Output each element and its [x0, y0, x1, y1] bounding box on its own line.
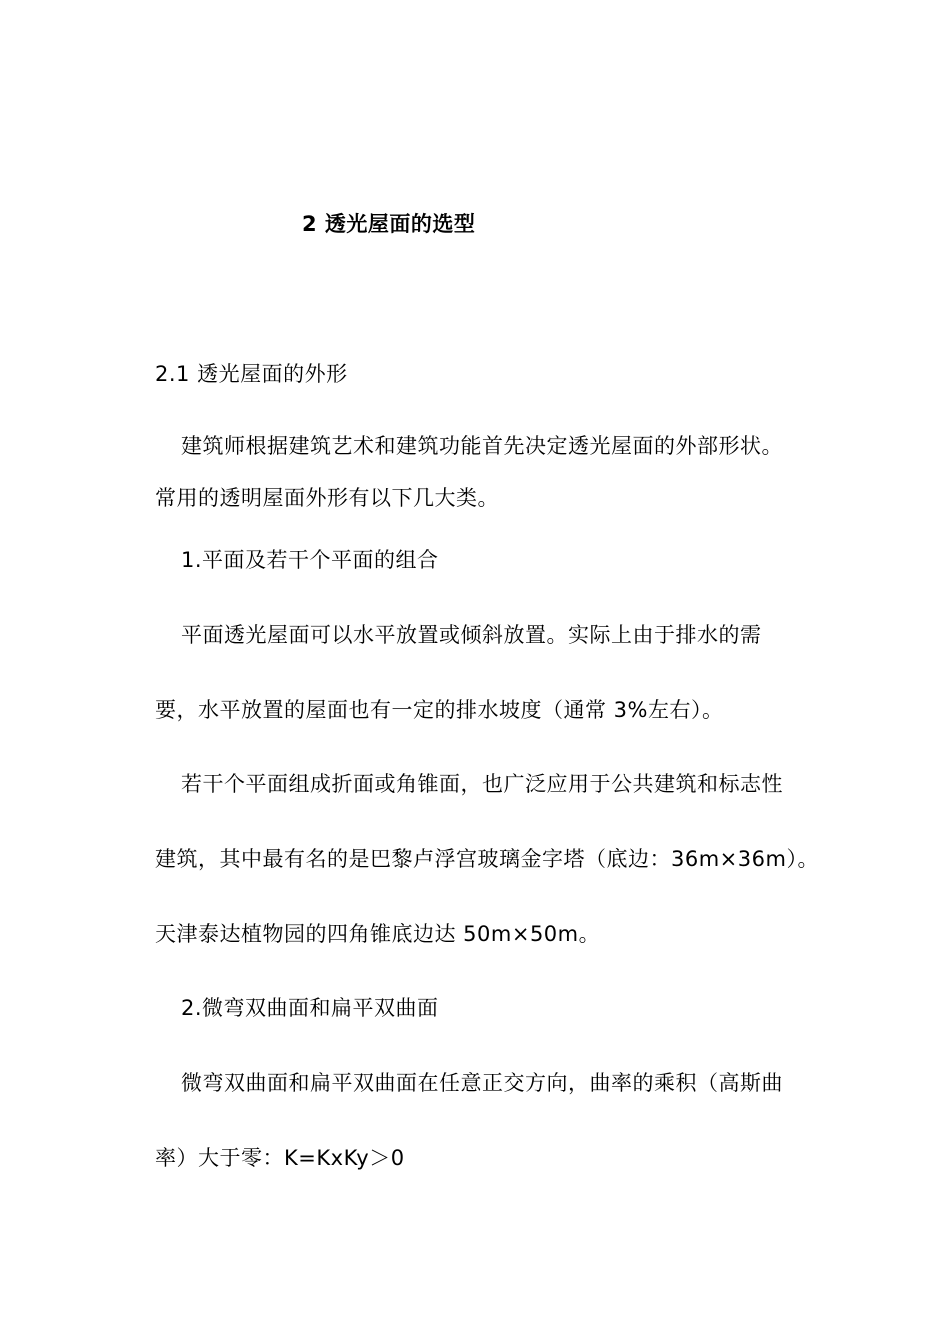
list-item-heading-2: 2.微弯双曲面和扁平双曲面 — [181, 996, 439, 1020]
paragraph-line: 微弯双曲面和扁平双曲面在任意正交方向，曲率的乘积（高斯曲 — [181, 1071, 783, 1095]
paragraph-line: 平面透光屋面可以水平放置或倾斜放置。实际上由于排水的需 — [181, 623, 762, 647]
section-heading: 2.1 透光屋面的外形 — [155, 362, 348, 386]
list-item-heading-1: 1.平面及若干个平面的组合 — [181, 548, 439, 572]
chapter-title: 2 透光屋面的选型 — [302, 212, 476, 236]
paragraph-line: 建筑，其中最有名的是巴黎卢浮宫玻璃金字塔（底边：36m×36m）。 — [155, 847, 819, 871]
paragraph-line: 常用的透明屋面外形有以下几大类。 — [155, 486, 499, 510]
paragraph-line: 建筑师根据建筑艺术和建筑功能首先决定透光屋面的外部形状。 — [181, 434, 783, 458]
paragraph-line: 率）大于零：K=KxKy＞0 — [155, 1146, 405, 1170]
paragraph-line: 若干个平面组成折面或角锥面，也广泛应用于公共建筑和标志性 — [181, 772, 783, 796]
paragraph-line: 要，水平放置的屋面也有一定的排水坡度（通常 3%左右）。 — [155, 698, 724, 722]
paragraph-line: 天津泰达植物园的四角锥底边达 50m×50m。 — [155, 922, 601, 946]
